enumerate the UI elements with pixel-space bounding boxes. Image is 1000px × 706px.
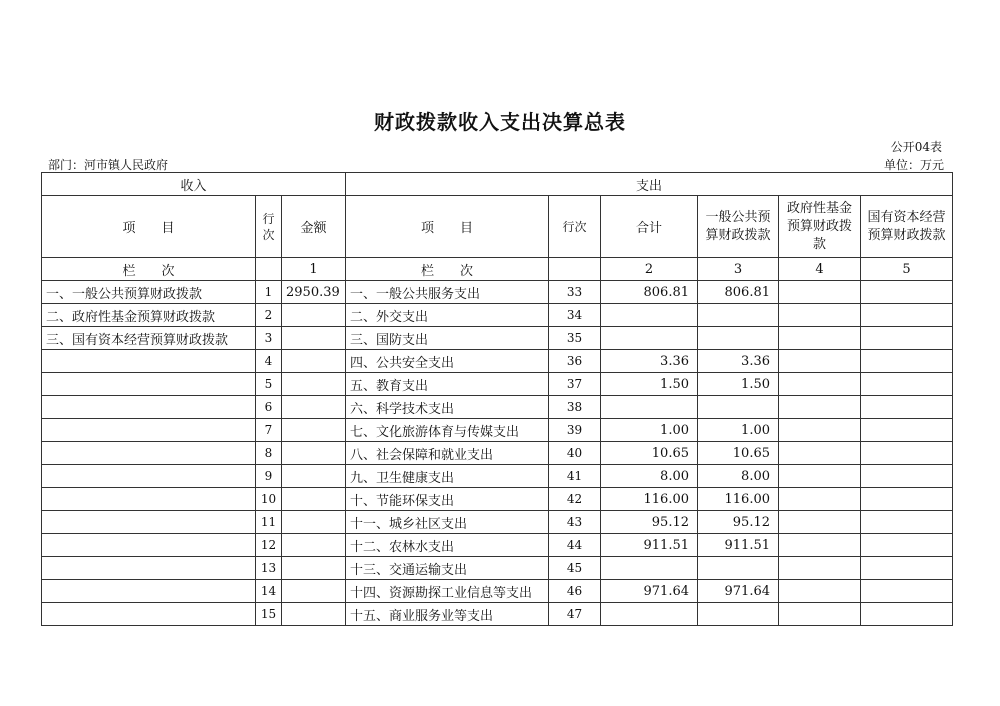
table-row	[42, 327, 953, 350]
gov-fund-amount	[779, 511, 861, 534]
total-amount: 911.51	[601, 534, 698, 557]
income-amount	[282, 465, 346, 488]
total-amount: 971.64	[601, 580, 698, 603]
income-amount	[282, 511, 346, 534]
state-capital-amount	[861, 281, 953, 304]
income-item	[42, 396, 256, 419]
income-item	[42, 557, 256, 580]
table-row	[42, 419, 953, 442]
budget-table	[41, 172, 953, 626]
expense-row-no: 41	[549, 465, 601, 488]
income-row-no: 14	[256, 580, 282, 603]
income-item	[42, 511, 256, 534]
gov-fund-amount	[779, 603, 861, 626]
income-row-no: 10	[256, 488, 282, 511]
income-amount	[282, 442, 346, 465]
income-item	[42, 534, 256, 557]
gov-fund-amount	[779, 534, 861, 557]
total-amount	[601, 396, 698, 419]
income-item: 一、一般公共预算财政拨款	[42, 281, 256, 304]
state-capital-amount	[861, 373, 953, 396]
expense-item: 八、社会保障和就业支出	[346, 442, 549, 465]
expense-item: 一、一般公共服务支出	[346, 281, 549, 304]
expense-row-no: 47	[549, 603, 601, 626]
income-row-no: 7	[256, 419, 282, 442]
table-row	[42, 304, 953, 327]
total-amount: 806.81	[601, 281, 698, 304]
income-row-no: 15	[256, 603, 282, 626]
income-item: 三、国有资本经营预算财政拨款	[42, 327, 256, 350]
gov-fund-amount	[779, 350, 861, 373]
income-header: 收入	[42, 173, 346, 196]
col-number-3: 3	[698, 258, 779, 281]
general-budget-amount	[698, 396, 779, 419]
general-budget-amount: 1.00	[698, 419, 779, 442]
state-capital-amount	[861, 580, 953, 603]
table-row	[42, 350, 953, 373]
income-row-no: 12	[256, 534, 282, 557]
gov-fund-amount	[779, 373, 861, 396]
expense-row-no: 44	[549, 534, 601, 557]
general-budget-header: 一般公共预算财政拨款	[698, 196, 779, 258]
total-amount	[601, 327, 698, 350]
state-capital-amount	[861, 304, 953, 327]
expense-item: 十、节能环保支出	[346, 488, 549, 511]
income-row-no: 4	[256, 350, 282, 373]
general-budget-amount: 95.12	[698, 511, 779, 534]
state-capital-amount	[861, 511, 953, 534]
total-amount	[601, 603, 698, 626]
unit-label: 单位：万元	[883, 158, 944, 172]
total-amount: 8.00	[601, 465, 698, 488]
income-item-header: 项 目	[42, 196, 256, 258]
expense-no-blank	[549, 258, 601, 281]
table-row	[42, 534, 953, 557]
state-capital-amount	[861, 327, 953, 350]
general-budget-amount	[698, 304, 779, 327]
total-amount: 3.36	[601, 350, 698, 373]
expense-item: 七、文化旅游体育与传媒支出	[346, 419, 549, 442]
gov-fund-amount	[779, 580, 861, 603]
gov-fund-amount	[779, 465, 861, 488]
total-amount: 116.00	[601, 488, 698, 511]
state-capital-amount	[861, 534, 953, 557]
income-col-label: 栏 次	[42, 258, 256, 281]
income-row-no: 5	[256, 373, 282, 396]
income-amount	[282, 373, 346, 396]
income-item	[42, 488, 256, 511]
gov-fund-amount	[779, 327, 861, 350]
income-row-no: 1	[256, 281, 282, 304]
income-item	[42, 419, 256, 442]
gov-fund-amount	[779, 442, 861, 465]
income-item	[42, 350, 256, 373]
expense-item: 四、公共安全支出	[346, 350, 549, 373]
expense-row-no: 43	[549, 511, 601, 534]
general-budget-amount: 911.51	[698, 534, 779, 557]
income-item	[42, 465, 256, 488]
expense-row-no: 34	[549, 304, 601, 327]
income-row-no: 6	[256, 396, 282, 419]
state-capital-amount	[861, 396, 953, 419]
total-amount: 1.00	[601, 419, 698, 442]
expense-row-no: 40	[549, 442, 601, 465]
state-capital-amount	[861, 442, 953, 465]
general-budget-amount: 806.81	[698, 281, 779, 304]
total-amount	[601, 557, 698, 580]
state-capital-amount	[861, 419, 953, 442]
income-row-no: 13	[256, 557, 282, 580]
income-amount	[282, 557, 346, 580]
gov-fund-amount	[779, 488, 861, 511]
income-no-blank	[256, 258, 282, 281]
state-capital-amount	[861, 465, 953, 488]
gov-fund-header: 政府性基金预算财政拨款	[779, 196, 861, 258]
income-row-no: 9	[256, 465, 282, 488]
expense-item: 十二、农林水支出	[346, 534, 549, 557]
general-budget-amount	[698, 603, 779, 626]
expense-item: 十四、资源勘探工业信息等支出	[346, 580, 549, 603]
income-amount	[282, 488, 346, 511]
income-amount	[282, 396, 346, 419]
expense-row-no: 45	[549, 557, 601, 580]
total-amount: 1.50	[601, 373, 698, 396]
state-capital-amount	[861, 488, 953, 511]
row-no-vertical-text: 行次	[262, 211, 275, 242]
income-row-no: 3	[256, 327, 282, 350]
col-number-5: 5	[861, 258, 953, 281]
total-header: 合计	[601, 196, 698, 258]
table-row	[42, 488, 953, 511]
total-amount: 95.12	[601, 511, 698, 534]
income-row-no: 11	[256, 511, 282, 534]
income-amount	[282, 580, 346, 603]
income-amount	[282, 327, 346, 350]
state-capital-amount	[861, 350, 953, 373]
income-item: 二、政府性基金预算财政拨款	[42, 304, 256, 327]
general-budget-amount: 1.50	[698, 373, 779, 396]
expense-row-no: 35	[549, 327, 601, 350]
table-row	[42, 603, 953, 626]
general-budget-amount: 971.64	[698, 580, 779, 603]
expense-row-no: 38	[549, 396, 601, 419]
expense-item: 三、国防支出	[346, 327, 549, 350]
gov-fund-amount	[779, 419, 861, 442]
general-budget-amount: 3.36	[698, 350, 779, 373]
col-number-4: 4	[779, 258, 861, 281]
income-item	[42, 373, 256, 396]
form-number: 公开04表	[890, 140, 942, 154]
state-capital-amount	[861, 557, 953, 580]
table-row	[42, 373, 953, 396]
amount-header: 金额	[282, 196, 346, 258]
expense-row-no: 37	[549, 373, 601, 396]
income-row-no: 8	[256, 442, 282, 465]
table-row	[42, 281, 953, 304]
income-item	[42, 442, 256, 465]
income-row-no: 2	[256, 304, 282, 327]
expense-header: 支出	[346, 173, 953, 196]
general-budget-amount	[698, 327, 779, 350]
expense-row-no: 46	[549, 580, 601, 603]
income-item	[42, 603, 256, 626]
expense-item: 二、外交支出	[346, 304, 549, 327]
expense-col-label: 栏 次	[346, 258, 549, 281]
table-row	[42, 465, 953, 488]
expense-item: 十一、城乡社区支出	[346, 511, 549, 534]
total-amount	[601, 304, 698, 327]
income-row-no-header	[256, 196, 282, 258]
general-budget-amount	[698, 557, 779, 580]
table-row	[42, 580, 953, 603]
income-amount	[282, 603, 346, 626]
general-budget-amount: 8.00	[698, 465, 779, 488]
gov-fund-amount	[779, 557, 861, 580]
income-amount	[282, 534, 346, 557]
department-label: 部门：河市镇人民政府	[48, 158, 169, 172]
expense-item: 六、科学技术支出	[346, 396, 549, 419]
general-budget-amount: 10.65	[698, 442, 779, 465]
col-number-1: 1	[282, 258, 346, 281]
expense-item: 五、教育支出	[346, 373, 549, 396]
total-amount: 10.65	[601, 442, 698, 465]
expense-item: 十五、商业服务业等支出	[346, 603, 549, 626]
gov-fund-amount	[779, 281, 861, 304]
expense-item: 九、卫生健康支出	[346, 465, 549, 488]
table-row	[42, 511, 953, 534]
expense-item: 十三、交通运输支出	[346, 557, 549, 580]
expense-row-no: 33	[549, 281, 601, 304]
table-row	[42, 442, 953, 465]
gov-fund-amount	[779, 304, 861, 327]
expense-item-header: 项 目	[346, 196, 549, 258]
state-capital-header: 国有资本经营预算财政拨款	[861, 196, 953, 258]
table-row	[42, 396, 953, 419]
income-item	[42, 580, 256, 603]
header-row-groups	[42, 173, 953, 196]
expense-row-no-header: 行次	[549, 196, 601, 258]
state-capital-amount	[861, 603, 953, 626]
general-budget-amount: 116.00	[698, 488, 779, 511]
page-title: 财政拨款收入支出决算总表	[374, 110, 626, 134]
expense-row-no: 36	[549, 350, 601, 373]
income-amount: 2950.39	[282, 281, 346, 304]
income-amount	[282, 304, 346, 327]
header-row-columns	[42, 196, 953, 258]
income-amount	[282, 350, 346, 373]
table-row	[42, 557, 953, 580]
income-amount	[282, 419, 346, 442]
col-number-2: 2	[601, 258, 698, 281]
gov-fund-amount	[779, 396, 861, 419]
header-row-column-numbers	[42, 258, 953, 281]
expense-row-no: 39	[549, 419, 601, 442]
expense-row-no: 42	[549, 488, 601, 511]
